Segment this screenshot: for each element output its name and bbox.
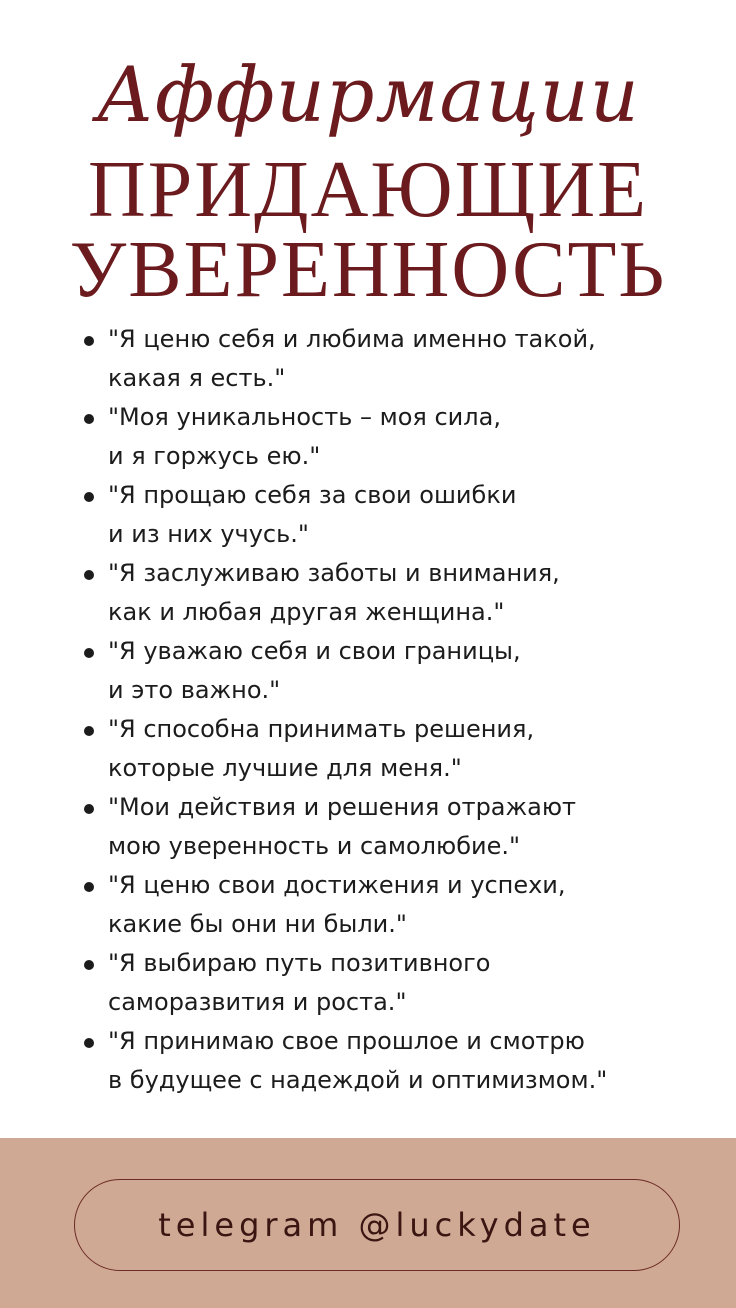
affirmation-line-1: "Я уважаю себя и свои границы, <box>108 637 521 665</box>
list-item <box>78 476 698 554</box>
affirmation-line-1: "Я заслуживаю заботы и внимания, <box>108 559 560 587</box>
affirmation-line-2: какие бы они ни были." <box>108 910 407 938</box>
affirmation-line-1: "Мои действия и решения отражают <box>108 793 577 821</box>
list-item <box>78 632 698 710</box>
affirmation-line-1: "Я принимаю свое прошлое и смотрю <box>108 1027 585 1055</box>
affirmation-line-2: которые лучшие для меня." <box>108 754 462 782</box>
headline-line-1: ПРИДАЮЩИЕ <box>88 146 648 234</box>
list-item <box>78 788 698 866</box>
affirmation-line-2: и это важно." <box>108 676 281 704</box>
bullet-icon <box>84 882 94 892</box>
list-item <box>78 554 698 632</box>
list-item <box>78 710 698 788</box>
bullet-icon <box>84 804 94 814</box>
affirmation-line-1: "Я ценю себя и любима именно такой, <box>108 325 596 353</box>
list-item <box>78 944 698 1022</box>
bullet-icon <box>84 1038 94 1048</box>
affirmation-line-1: "Я выбираю путь позитивного <box>108 949 491 977</box>
bullet-icon <box>84 726 94 736</box>
list-item <box>78 320 698 398</box>
affirmation-line-2: мою уверенность и самолюбие." <box>108 832 521 860</box>
bullet-icon <box>84 570 94 580</box>
affirmation-line-1: "Моя уникальность – моя сила, <box>108 403 501 431</box>
list-item <box>78 1022 698 1100</box>
bullet-icon <box>84 414 94 424</box>
list-item <box>78 398 698 476</box>
bullet-icon <box>84 648 94 658</box>
affirmation-line-2: и я горжусь ею." <box>108 442 321 470</box>
bullet-icon <box>84 960 94 970</box>
list-item <box>78 866 698 944</box>
affirmation-line-1: "Я прощаю себя за свои ошибки <box>108 481 517 509</box>
affirmation-line-2: и из них учусь." <box>108 520 309 548</box>
affirmation-line-2: саморазвития и роста." <box>108 988 407 1016</box>
affirmation-line-2: как и любая другая женщина." <box>108 598 505 626</box>
affirmation-line-2: какая я есть." <box>108 364 286 392</box>
bullet-icon <box>84 492 94 502</box>
affirmation-line-1: "Я способна принимать решения, <box>108 715 535 743</box>
bullet-icon <box>84 336 94 346</box>
headline-line-2: УВЕРЕННОСТЬ <box>69 226 667 314</box>
script-title: Аффирмации <box>96 50 640 139</box>
affirmation-line-2: в будущее с надеждой и оптимизмом." <box>108 1066 608 1094</box>
affirmation-line-1: "Я ценю свои достижения и успехи, <box>108 871 566 899</box>
telegram-link[interactable] <box>74 1179 680 1271</box>
telegram-label: telegram @luckydate <box>158 1206 596 1244</box>
affirmations-list <box>78 320 698 1100</box>
